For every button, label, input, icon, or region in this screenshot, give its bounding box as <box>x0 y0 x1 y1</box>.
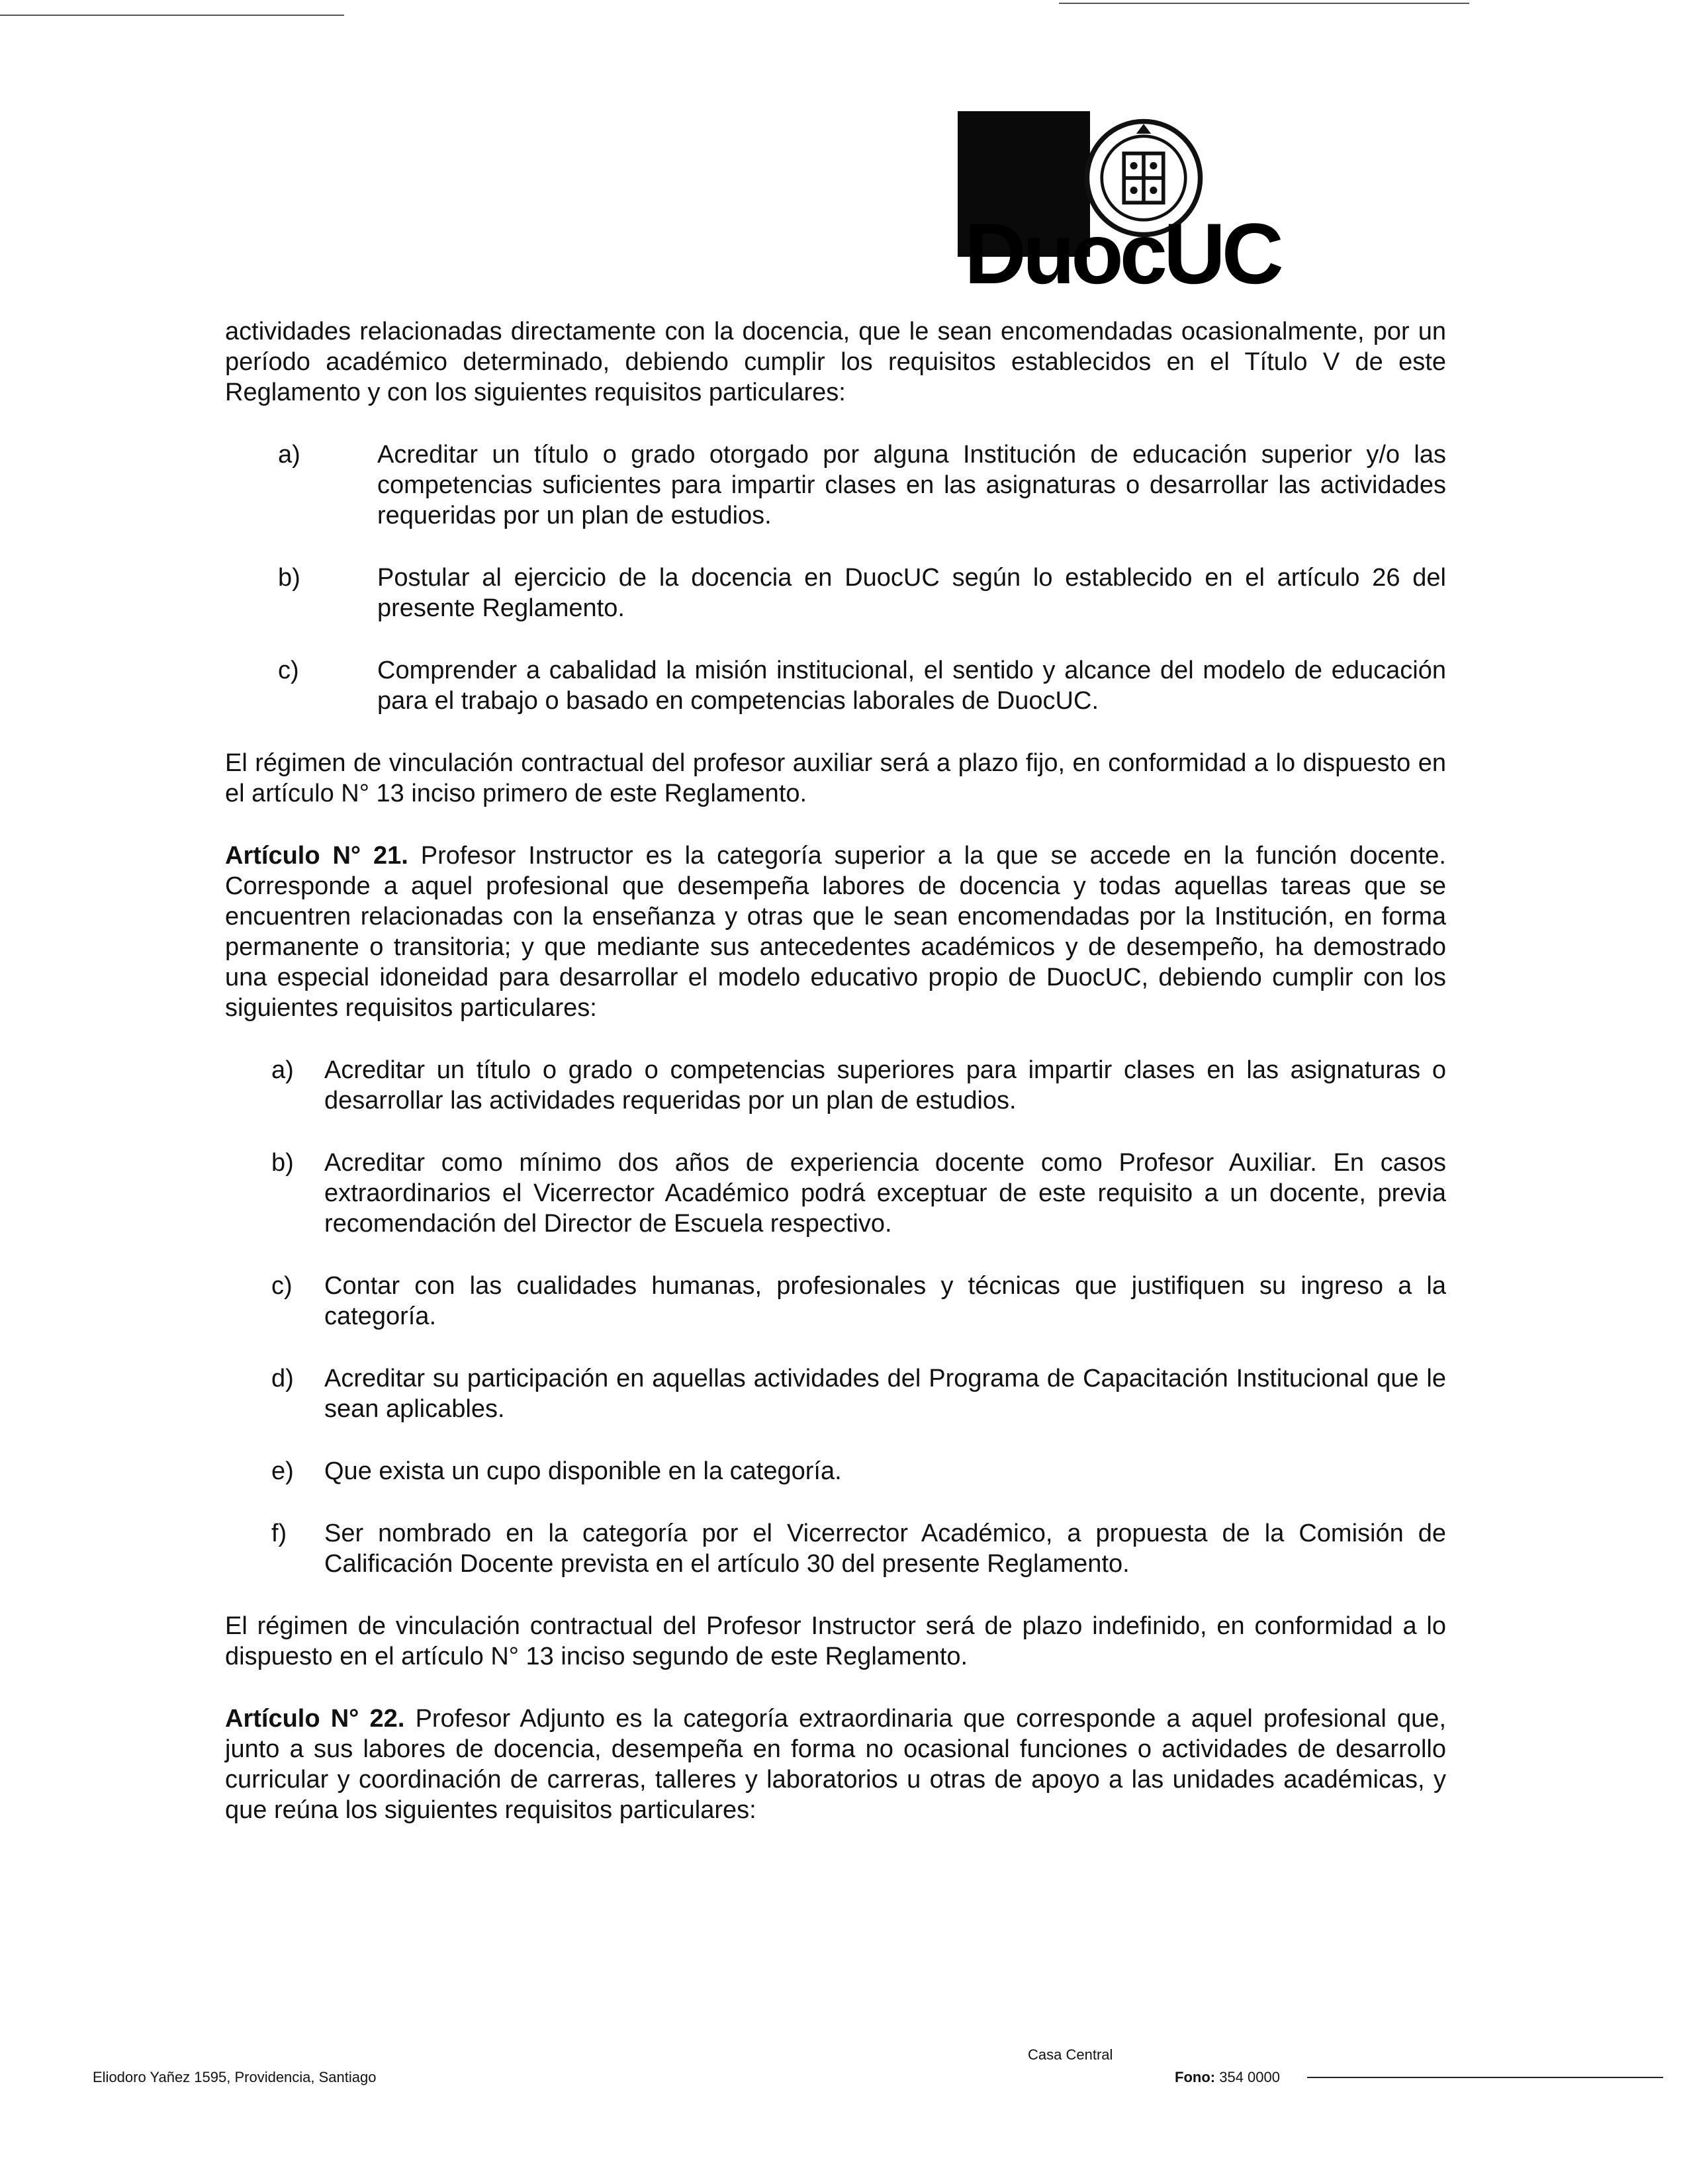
list-item <box>225 1055 1446 1116</box>
list-item <box>225 655 1446 716</box>
list-marker: c) <box>278 657 299 684</box>
article-21 <box>225 841 1446 1023</box>
list-item-text: Comprender a cabalidad la misión institucional, el sentido y alcance del modelo de educación para el trabajo o basado en competencias laborales de DuocUC. <box>377 657 1446 715</box>
list-item <box>225 1456 1446 1486</box>
contract-paragraph-auxiliar: El régimen de vinculación contractual del profesor auxiliar será a plazo fijo, en conformidad a lo dispuesto en el artículo N° 13 inciso primero de este Reglamento. <box>225 749 1446 807</box>
duocuc-logo <box>958 111 1280 302</box>
list-item-text: Acreditar su participación en aquellas actividades del Programa de Capacitación Institucional que le sean aplicables. <box>324 1365 1446 1423</box>
footer-phone <box>1175 2069 1280 2086</box>
intro-paragraph: actividades relacionadas directamente con la docencia, que le sean encomendadas ocasionalmente, por un período académico determinado, debiendo cumplir los requisitos establecidos en el Título V de este Reglamento y con los siguientes requisitos particulares: <box>225 318 1446 406</box>
scan-artifact-line <box>1059 3 1469 4</box>
list-item <box>225 1518 1446 1579</box>
footer-phone-label: Fono: <box>1175 2069 1216 2085</box>
requirements-list-auxiliar <box>225 439 1446 716</box>
article-22 <box>225 1704 1446 1825</box>
article-21-label: Artículo N° 21. <box>225 842 408 870</box>
footer-phone-value: 354 0000 <box>1219 2069 1280 2085</box>
list-marker: e) <box>271 1457 294 1485</box>
document-body <box>225 316 1446 1857</box>
logo-wordmark: DuocUC <box>964 205 1280 302</box>
list-marker: f) <box>271 1520 287 1547</box>
list-item-text: Que exista un cupo disponible en la categoría. <box>324 1457 842 1485</box>
list-item <box>225 563 1446 623</box>
list-item <box>225 1271 1446 1332</box>
article-21-text: Profesor Instructor es la categoría superior a la que se accede en la función docente. Corresponde a aquel profesional que desempeña labores de docencia y todas aquellas tareas que se encuentren relacionadas con la enseñanza y otras que le sean encomendadas por la Institución, en forma permanente o transitoria; y que mediante sus antecedentes académicos y de desempeño, ha demostrado una especial idoneidad para desarrollar el modelo educativo propio de DuocUC, debiendo cumplir con los siguientes requisitos particulares: <box>225 842 1446 1022</box>
list-marker: c) <box>271 1272 293 1300</box>
contract-paragraph-instructor: El régimen de vinculación contractual del Profesor Instructor será de plazo indefinido, en conformidad a lo dispuesto en el artículo N° 13 inciso segundo de este Reglamento. <box>225 1612 1446 1670</box>
list-item-text: Postular al ejercicio de la docencia en DuocUC según lo establecido en el artículo 26 del presente Reglamento. <box>377 564 1446 622</box>
list-item <box>225 1148 1446 1239</box>
list-item-text: Ser nombrado en la categoría por el Vicerrector Académico, a propuesta de la Comisión de Calificación Docente prevista en el artículo 30 del presente Reglamento. <box>324 1520 1446 1578</box>
list-item-text: Acreditar un título o grado o competencias superiores para impartir clases en las asignaturas o desarrollar las actividades requeridas por un plan de estudios. <box>324 1056 1446 1115</box>
list-marker: a) <box>278 441 300 469</box>
article-22-label: Artículo N° 22. <box>225 1705 405 1733</box>
list-item-text: Acreditar un título o grado otorgado por alguna Institución de educación superior y/o las competencias suficientes para impartir clases en las asignaturas o desarrollar las actividades requeridas por un plan de estudios. <box>377 441 1446 529</box>
footer-casa-central: Casa Central <box>1028 2046 1113 2063</box>
scan-artifact-line <box>0 15 344 16</box>
footer-rule <box>1307 2077 1663 2078</box>
footer-address: Eliodoro Yañez 1595, Providencia, Santiago <box>93 2069 377 2085</box>
list-marker: d) <box>271 1365 294 1392</box>
list-item <box>225 1363 1446 1424</box>
list-item-text: Acreditar como mínimo dos años de experiencia docente como Profesor Auxiliar. En casos extraordinarios el Vicerrector Académico podrá exceptuar de este requisito a un docente, previa recomendación del Director de Escuela respectivo. <box>324 1149 1446 1238</box>
list-marker: b) <box>271 1149 294 1177</box>
list-marker: a) <box>271 1056 294 1084</box>
list-item <box>225 439 1446 531</box>
list-marker: b) <box>278 564 300 592</box>
requirements-list-instructor <box>225 1055 1446 1579</box>
list-item-text: Contar con las cualidades humanas, profesionales y técnicas que justifiquen su ingreso a la categoría. <box>324 1272 1446 1330</box>
article-22-text: Profesor Adjunto es la categoría extraordinaria que corresponde a aquel profesional que, junto a sus labores de docencia, desempeña en forma no ocasional funciones o actividades de desarrollo curricular y coordinación de carreras, talleres y laboratorios u otras de apoyo a las unidades académicas, y que reúna los siguientes requisitos particulares: <box>225 1705 1447 1824</box>
